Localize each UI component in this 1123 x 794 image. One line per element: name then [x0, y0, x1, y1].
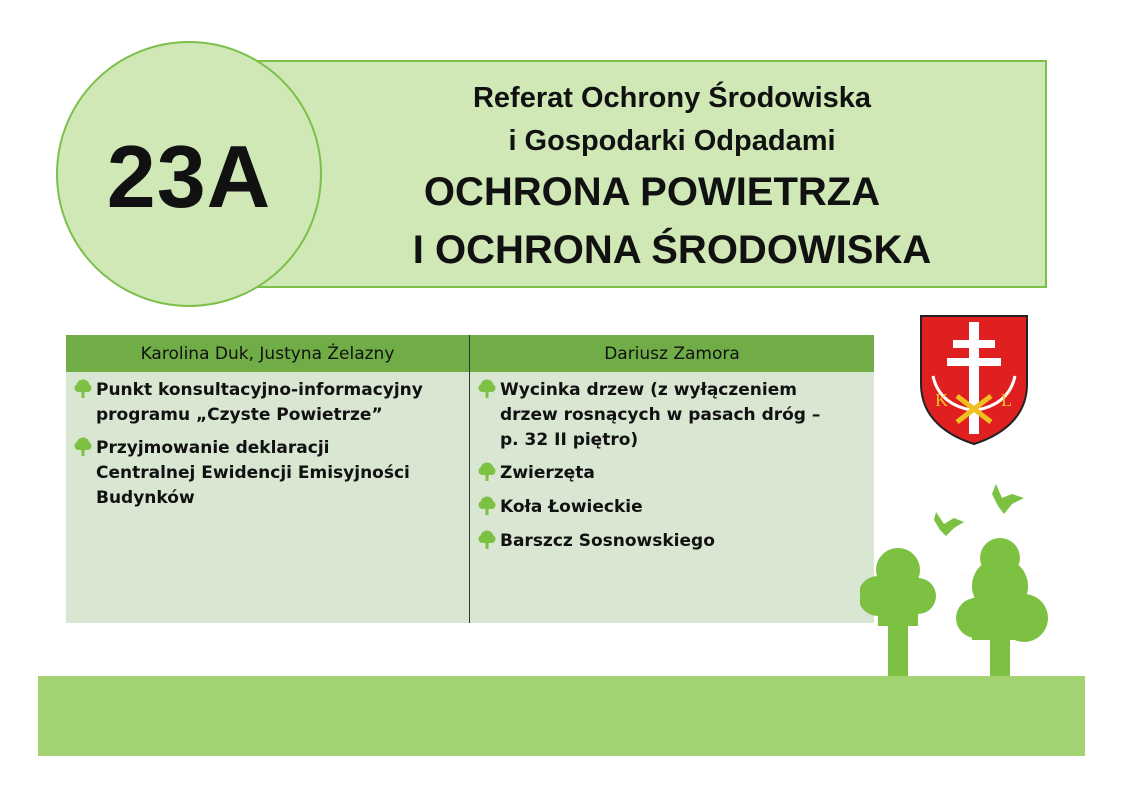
tree-icon — [956, 538, 1048, 676]
tree-icon — [74, 437, 96, 462]
tree-icon — [478, 462, 500, 487]
bird-icon — [934, 484, 1024, 536]
tree-icon — [478, 530, 500, 555]
page-title-line2: I OCHRONA ŚRODOWISKA — [412, 228, 932, 272]
tree-icon — [478, 496, 500, 521]
coat-of-arms-icon — [919, 314, 1029, 446]
responsibilities-table — [66, 335, 874, 623]
table-header-row — [66, 335, 874, 372]
department-name-line2: i Gospodarki Odpadami — [508, 125, 836, 157]
column-right — [470, 372, 874, 623]
crest-letter-left: K — [935, 390, 948, 410]
list-item — [478, 495, 868, 521]
item-line: Punkt konsultacyjno-informacyjny — [96, 380, 423, 400]
column-header-right: Dariusz Zamora — [604, 343, 740, 364]
room-badge — [56, 41, 322, 307]
tree-icon — [74, 379, 96, 404]
item-line: p. 32 II piętro) — [500, 430, 639, 450]
item-line: drzew rosnących w pasach dróg – — [500, 405, 821, 425]
list-item — [478, 461, 868, 487]
tree-icon — [478, 379, 500, 404]
crest-letter-right: L — [1001, 390, 1012, 410]
list-item — [478, 529, 868, 555]
item-line: Zwierzęta — [500, 463, 595, 483]
list-item — [74, 436, 463, 511]
tree-icon — [860, 548, 936, 676]
table-body — [66, 372, 874, 623]
department-name-line1: Referat Ochrony Środowiska — [472, 82, 872, 114]
list-item — [478, 378, 868, 453]
column-header-left: Karolina Duk, Justyna Żelazny — [66, 335, 470, 372]
column-left — [66, 372, 470, 623]
item-line: Centralnej Ewidencji Emisyjności — [96, 463, 410, 483]
item-line: Przyjmowanie deklaracji — [96, 438, 330, 458]
page-title-line1: OCHRONA POWIETRZA — [423, 170, 881, 214]
item-line: programu „Czyste Powietrze” — [96, 405, 383, 425]
item-line: Koła Łowieckie — [500, 497, 643, 517]
item-line: Wycinka drzew (z wyłączeniem — [500, 380, 797, 400]
item-line: Barszcz Sosnowskiego — [500, 531, 715, 551]
trees-decoration — [860, 478, 1060, 678]
item-line: Budynków — [96, 488, 195, 508]
list-item — [74, 378, 463, 428]
room-number: 23A — [106, 127, 272, 226]
ground-strip — [38, 676, 1085, 756]
